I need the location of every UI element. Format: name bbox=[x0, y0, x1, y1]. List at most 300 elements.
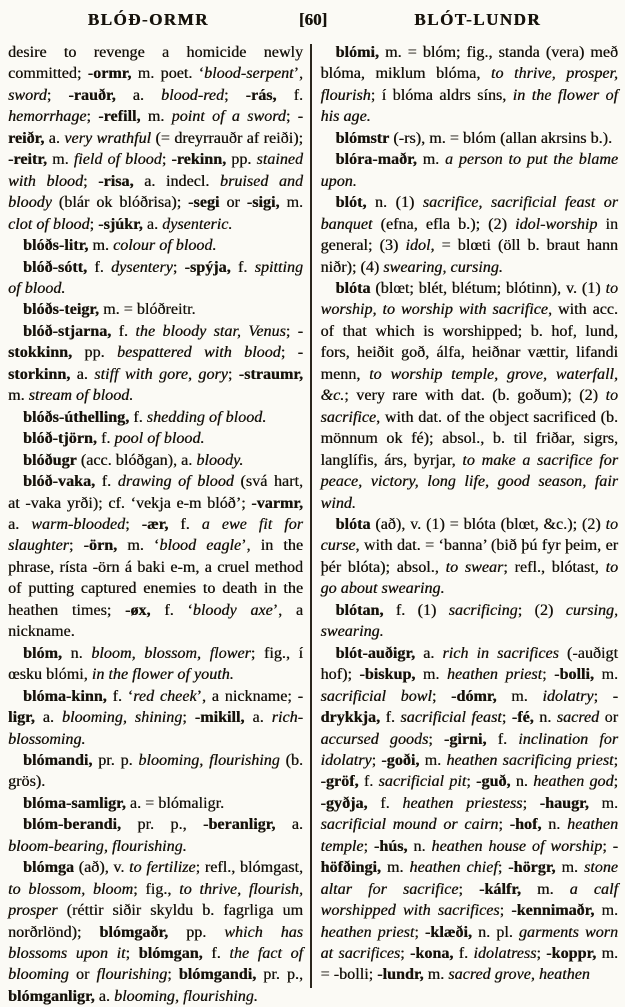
definition-text: sacrificial pit bbox=[378, 773, 467, 791]
definition-text: inclination for idolatry bbox=[320, 730, 619, 769]
definition-text: blood-serpent bbox=[204, 65, 294, 83]
plain-text: ; bbox=[522, 794, 540, 812]
definition-text: which has blossoms upon it bbox=[8, 923, 303, 963]
definition-text: pool of blood. bbox=[114, 430, 205, 448]
plain-text: or bbox=[68, 966, 97, 984]
headword: blóð-stjarna, bbox=[23, 322, 112, 340]
plain-text: ; í blóma aldrs síns, bbox=[370, 86, 513, 104]
plain-text: m. bbox=[419, 751, 447, 769]
headword: blóðs-teigr, bbox=[23, 301, 100, 319]
plain-text: ; bbox=[86, 108, 99, 126]
dictionary-entry bbox=[8, 471, 303, 643]
definition-text: bloom, blossom, flower bbox=[91, 644, 251, 662]
dictionary-entry bbox=[8, 643, 303, 686]
dictionary-entry bbox=[8, 814, 303, 857]
definition-text: to blossom, bloom bbox=[8, 880, 134, 898]
headword: blóma-samligr, bbox=[23, 794, 126, 812]
definition-text: heathen sacrificing priest bbox=[446, 751, 614, 769]
dictionary-entry bbox=[321, 149, 619, 192]
dictionary-entry bbox=[321, 42, 619, 128]
definition-text: to make a sacrifice for peace, victory, long life, good season, fair wind. bbox=[320, 451, 618, 512]
plain-text: m. bbox=[588, 794, 618, 812]
plain-text: (acc. blóðgan), a. bbox=[76, 451, 197, 469]
definition-text: stream of blood. bbox=[28, 387, 134, 405]
headword: -øx, bbox=[124, 601, 151, 619]
definition-text: to thrive, flourish, prosper bbox=[8, 880, 304, 920]
headword: -fé, bbox=[511, 709, 534, 727]
headword: -risa, bbox=[98, 172, 134, 190]
plain-text: ; fig., bbox=[133, 880, 180, 898]
definition-text: blood-red bbox=[161, 86, 224, 104]
dictionary-entry bbox=[8, 299, 303, 320]
definition-text: to thrive, prosper, flourish bbox=[320, 65, 618, 104]
plain-text: ; bbox=[414, 923, 425, 941]
definition-text: bespattered with blood bbox=[116, 344, 281, 362]
plain-text: a. = blómaligr. bbox=[125, 794, 225, 812]
dictionary-entry bbox=[321, 278, 619, 514]
definition-text: to sacrifice bbox=[320, 387, 618, 426]
plain-text: m. ‘ bbox=[117, 537, 160, 555]
headword: blót, bbox=[335, 194, 367, 212]
plain-text: (-rs), m. = blóm (allan akrsins b.). bbox=[389, 129, 613, 147]
plain-text: f. bbox=[380, 709, 401, 727]
plain-text: a. bbox=[70, 365, 95, 383]
headword: blómstr bbox=[335, 129, 390, 147]
definition-text: heathen priest bbox=[446, 666, 543, 684]
plain-text: ’, a nickname; bbox=[196, 687, 298, 705]
headword: blótan, bbox=[335, 601, 384, 619]
plain-text: a. bbox=[275, 816, 303, 834]
headword: -girni, bbox=[443, 730, 487, 748]
headword: -beranligr, bbox=[202, 816, 276, 834]
definition-text: sacrificing bbox=[448, 601, 518, 619]
definition-text: to worship, to worship with sacrifice bbox=[320, 279, 618, 319]
headword: -ligr, bbox=[8, 687, 303, 727]
dictionary-entry bbox=[8, 450, 303, 471]
definition-text: to curse bbox=[320, 515, 618, 555]
plain-text: (-auðigt hof); bbox=[320, 644, 618, 684]
plain-text: m. bbox=[88, 237, 113, 255]
plain-text: ; bbox=[501, 709, 512, 727]
definition-text: shedding of blood. bbox=[146, 408, 267, 426]
headword: blómganligr, bbox=[8, 987, 95, 1005]
headword: blóðs-litr, bbox=[23, 237, 89, 255]
plain-text: ; bbox=[172, 258, 185, 276]
headword: -stokkinn, bbox=[8, 322, 304, 362]
plain-text: a. bbox=[142, 215, 163, 233]
headword: -sjúkr, bbox=[98, 215, 143, 233]
text-columns bbox=[8, 42, 619, 1005]
definition-text: field of blood bbox=[73, 151, 162, 169]
plain-text: ; bbox=[371, 751, 382, 769]
plain-text: f. bbox=[367, 794, 403, 812]
column-divider bbox=[310, 44, 312, 988]
plain-text: ; (2) bbox=[517, 601, 566, 619]
plain-text: desire to revenge a homicide newly committed; bbox=[8, 44, 303, 83]
headword: -segi bbox=[188, 194, 220, 212]
headword: -biskup, bbox=[359, 666, 416, 684]
definition-text: drawing of blood bbox=[117, 473, 234, 491]
plain-text: f. bbox=[96, 430, 115, 448]
dictionary-entry bbox=[8, 750, 303, 793]
plain-text: (efna, efla b.); (2) bbox=[372, 215, 515, 233]
plain-text: (að), v. bbox=[73, 859, 130, 877]
headword: -kálfr, bbox=[478, 880, 521, 898]
definition-text: bloom-bearing, flourishing. bbox=[8, 837, 187, 855]
definition-text: colour of blood. bbox=[112, 237, 217, 255]
headword: -straumr, bbox=[238, 365, 303, 383]
headword: blómgaðr, bbox=[99, 923, 169, 941]
dictionary-entry bbox=[8, 857, 303, 1007]
headword: -gyðja, bbox=[320, 794, 368, 812]
definition-text: blooming, flourishing. bbox=[114, 987, 258, 1005]
plain-text: pr. p., bbox=[121, 816, 203, 834]
headword: -sigi, bbox=[246, 194, 280, 212]
headword: -refill, bbox=[98, 108, 141, 126]
headword: blóðugr bbox=[23, 451, 77, 469]
definition-text: dysentery bbox=[111, 258, 173, 276]
plain-text: ; bbox=[125, 515, 142, 533]
headword: -örn, bbox=[83, 537, 118, 555]
plain-text: (blár ok blóðrisa); bbox=[51, 194, 189, 212]
plain-text: n. bbox=[533, 709, 557, 727]
definition-text: hemorrhage bbox=[8, 108, 87, 126]
definition-text: warm-blooded bbox=[31, 515, 126, 533]
plain-text: a. bbox=[244, 709, 272, 727]
plain-text: a. bbox=[44, 129, 65, 147]
plain-text: pp. bbox=[226, 151, 257, 169]
definition-text: sword bbox=[8, 86, 47, 104]
headword: blót-auðigr, bbox=[335, 644, 416, 662]
plain-text: m. bbox=[593, 666, 619, 684]
headword: blóta bbox=[335, 515, 371, 533]
definition-text: idol-worship bbox=[514, 215, 598, 233]
plain-text: m. = -bolli; bbox=[320, 945, 619, 984]
plain-text: f. bbox=[486, 730, 519, 748]
plain-text: ’, in the phrase, rísta -örn á baki e-m, a cruel method of putting captured enemies to death in the heathen times; bbox=[8, 537, 303, 619]
headword: -rekinn, bbox=[171, 151, 227, 169]
plain-text: f. bbox=[453, 945, 474, 963]
plain-text: f. ‘ bbox=[150, 601, 193, 619]
definition-text: idolatress bbox=[473, 945, 537, 963]
plain-text: , with dat. = ‘banna’ (bið þú fyr þeim, er þér blóta); absol., bbox=[320, 537, 618, 576]
plain-text: f. bbox=[276, 86, 303, 104]
definition-text: idolatry bbox=[542, 687, 594, 705]
definition-text: bloody axe bbox=[192, 601, 273, 619]
plain-text: ; refl., blómgast, bbox=[195, 859, 304, 877]
dictionary-entry bbox=[321, 643, 619, 986]
headword: -goði, bbox=[381, 751, 420, 769]
headword: blóta bbox=[335, 279, 371, 297]
plain-text: a. bbox=[8, 515, 32, 533]
plain-text: n. bbox=[510, 773, 534, 791]
plain-text: m. bbox=[416, 151, 445, 169]
plain-text: ; bbox=[285, 322, 298, 340]
plain-text: m. poet. ‘ bbox=[131, 65, 205, 83]
plain-text: ; bbox=[431, 687, 452, 705]
headword: blóma-kinn, bbox=[23, 687, 107, 705]
headword: -mikill, bbox=[194, 709, 245, 727]
definition-text: idol, bbox=[405, 237, 435, 255]
plain-text: n. (1) bbox=[366, 194, 423, 212]
plain-text: m. bbox=[496, 687, 543, 705]
definition-text: blooming, flourishing bbox=[138, 751, 280, 769]
definition-text: bloody. bbox=[196, 451, 244, 469]
definition-text: in the flower of his age. bbox=[320, 86, 618, 126]
definition-text: flourishing bbox=[96, 966, 168, 984]
definition-text: stiff with gore, gory bbox=[94, 365, 228, 383]
definition-text: cursing, swearing. bbox=[320, 601, 618, 641]
headword: -gröf, bbox=[320, 773, 359, 791]
plain-text: (b. grös). bbox=[8, 751, 303, 791]
plain-text: m. bbox=[555, 859, 584, 877]
plain-text: m. bbox=[140, 108, 172, 126]
plain-text: f. bbox=[358, 773, 379, 791]
plain-text: ; bbox=[363, 837, 374, 855]
headword: -hof, bbox=[509, 816, 542, 834]
plain-text: f. bbox=[129, 408, 147, 426]
dictionary-entry bbox=[8, 42, 303, 235]
headword: -guð, bbox=[476, 773, 511, 791]
plain-text: ; bbox=[613, 773, 619, 791]
left-column bbox=[8, 42, 304, 1005]
definition-text: in the flower of youth. bbox=[91, 666, 234, 684]
plain-text: m. bbox=[594, 902, 619, 920]
plain-text: ; bbox=[458, 880, 479, 898]
definition-text: stone altar for sacrifice bbox=[320, 859, 618, 898]
plain-text: ; bbox=[613, 751, 618, 769]
plain-text: f. bbox=[87, 258, 111, 276]
plain-text: or bbox=[599, 709, 619, 727]
dictionary-entry bbox=[321, 514, 619, 600]
plain-text: m. bbox=[8, 387, 29, 405]
plain-text: ; bbox=[602, 837, 613, 855]
headword: -lundr, bbox=[377, 966, 424, 984]
headword: blóð-vaka, bbox=[23, 473, 96, 491]
definition-text: to fertilize bbox=[129, 859, 196, 877]
plain-text: (að), v. (1) = blóta (blœt, &c.); (2) bbox=[370, 515, 606, 533]
definition-text: dysenteric. bbox=[162, 215, 233, 233]
plain-text: ; bbox=[125, 945, 139, 963]
plain-text: , with dat. of the object sacrificed (b. mönnum ok fé); absol., b. til friðar, sigrs, langlífis, árs, byrjar, bbox=[320, 408, 618, 469]
header-right-keyword: BLÓT-LUNDR bbox=[414, 10, 542, 29]
plain-text: , with acc. of that which is worshipped; b. hof, lund, fors, heiðit goð, álfa, heiðnar vættir, lifandi menn, bbox=[320, 301, 618, 383]
plain-text: a. bbox=[34, 709, 62, 727]
headword: blóð-sótt, bbox=[23, 258, 88, 276]
definition-text: sacrifice, sacrificial feast or banquet bbox=[320, 194, 618, 233]
headword: -drykkja, bbox=[320, 687, 618, 727]
plain-text: m. bbox=[380, 859, 410, 877]
definition-text: to worship temple, grove, waterfall, &c. bbox=[320, 365, 618, 405]
plain-text: f. ‘ bbox=[106, 687, 134, 705]
plain-text: n. bbox=[541, 816, 568, 834]
plain-text: a. indecl. bbox=[133, 172, 220, 190]
plain-text: f. bbox=[111, 322, 136, 340]
definition-text: blood eagle bbox=[159, 537, 242, 555]
plain-text: ; bbox=[182, 709, 195, 727]
plain-text: ; bbox=[536, 945, 547, 963]
definition-text: spitting of blood. bbox=[8, 258, 304, 297]
plain-text: ; bbox=[593, 687, 613, 705]
definition-text: rich-blossoming. bbox=[8, 709, 303, 748]
plain-text: f. bbox=[95, 473, 118, 491]
headword: -ær, bbox=[141, 515, 169, 533]
plain-text: ; bbox=[497, 859, 509, 877]
headword: -reiðr, bbox=[8, 108, 304, 147]
headword: blóm-berandi, bbox=[23, 816, 121, 834]
plain-text: n. bbox=[407, 837, 432, 855]
dictionary-entry bbox=[8, 235, 303, 256]
definition-text: very wrathful bbox=[64, 129, 152, 147]
headword: -storkinn, bbox=[8, 344, 304, 383]
headword: blóra-maðr, bbox=[335, 151, 417, 169]
plain-text: ; bbox=[498, 816, 510, 834]
headword: -varmr, bbox=[251, 494, 303, 512]
plain-text: m. bbox=[47, 151, 74, 169]
headword: -reitr, bbox=[8, 151, 47, 169]
plain-text: m. bbox=[520, 880, 570, 898]
headword: -hörgr, bbox=[508, 859, 556, 877]
plain-text: ; bbox=[224, 86, 246, 104]
definition-text: rich in sacrifices bbox=[442, 644, 559, 662]
page-header bbox=[8, 10, 618, 30]
plain-text: (blœt; blét, blétum; blótinn), v. (1) bbox=[370, 279, 606, 297]
right-column bbox=[321, 42, 619, 994]
plain-text: pp. bbox=[72, 344, 117, 362]
plain-text: pr. p., bbox=[256, 966, 303, 984]
headword: -koppr, bbox=[546, 945, 597, 963]
plain-text: ; very rare with dat. (b. goðum); (2) bbox=[344, 387, 606, 405]
headword: blóð-tjörn, bbox=[23, 430, 97, 448]
definition-text: sacrificial bowl bbox=[320, 687, 432, 705]
definition-text: stained with blood bbox=[8, 151, 304, 190]
plain-text: f. bbox=[230, 258, 255, 276]
definition-text: sacrificial feast bbox=[400, 709, 502, 727]
headword: blómga bbox=[23, 859, 74, 877]
plain-text: pr. p. bbox=[92, 751, 139, 769]
plain-text: m. bbox=[279, 194, 303, 212]
headword: blómandi, bbox=[23, 751, 93, 769]
headword: -rás, bbox=[245, 86, 277, 104]
plain-text: (= dreyrrauðr af reiði); bbox=[151, 129, 303, 147]
headword: -dómr, bbox=[451, 687, 497, 705]
definition-text: the fact of blooming bbox=[8, 945, 304, 984]
dictionary-entry bbox=[8, 793, 303, 814]
definition-text: swearing, cursing. bbox=[383, 258, 503, 276]
plain-text: ; bbox=[428, 730, 444, 748]
plain-text: ; bbox=[499, 902, 512, 920]
plain-text: n. bbox=[61, 644, 92, 662]
headword: -rauðr, bbox=[68, 86, 116, 104]
headword: -haugr, bbox=[539, 794, 589, 812]
definition-text: the bloody star, Venus bbox=[135, 322, 286, 340]
headword: -ormr, bbox=[87, 65, 132, 83]
plain-text: pp. bbox=[168, 923, 225, 941]
dictionary-entry bbox=[8, 407, 303, 428]
definition-text: sacrificial mound or cairn bbox=[320, 816, 499, 834]
definition-text: blooming, shining bbox=[61, 709, 183, 727]
header-left-keyword: BLÓÐ-ORMR bbox=[87, 10, 209, 29]
plain-text: m. bbox=[415, 666, 447, 684]
dictionary-entry bbox=[8, 428, 303, 449]
headword: -spýja, bbox=[184, 258, 231, 276]
plain-text: (réttir siðir skyldu b. fagrliga um norðrlönd); bbox=[8, 902, 303, 941]
plain-text: (svá hart, at -vaka yrði); cf. ‘vekja e-m blóð’; bbox=[8, 473, 303, 512]
dictionary-entry bbox=[8, 686, 303, 750]
definition-text: heathen god bbox=[533, 773, 614, 791]
definition-text: heathen chief bbox=[409, 859, 498, 877]
definition-text: red cheek bbox=[133, 687, 197, 705]
plain-text: m. = blóðreitr. bbox=[99, 301, 196, 319]
plain-text: f. (1) bbox=[383, 601, 449, 619]
headword: -klæði, bbox=[424, 923, 472, 941]
plain-text: f. bbox=[168, 515, 202, 533]
definition-text: a calf worshipped with sacrifices bbox=[320, 880, 618, 920]
dictionary-entry bbox=[8, 321, 303, 407]
headword: -höfðingi, bbox=[320, 837, 619, 877]
definition-text: sacred bbox=[556, 709, 600, 727]
plain-text: a. bbox=[115, 86, 162, 104]
definition-text: heathen priestess bbox=[402, 794, 523, 812]
definition-text: garments worn at sacrifices bbox=[320, 923, 619, 963]
plain-text: ; bbox=[167, 966, 179, 984]
headword: blóm, bbox=[23, 644, 62, 662]
plain-text: ; bbox=[542, 666, 555, 684]
headword: blómi, bbox=[335, 44, 379, 61]
headword: -kennimaðr, bbox=[511, 902, 595, 920]
definition-text: a ewe fit for slaughter bbox=[8, 515, 303, 555]
definition-text: heathen temple bbox=[320, 816, 619, 855]
plain-text: ’, a nickname. bbox=[8, 601, 304, 641]
dictionary-entry bbox=[8, 257, 303, 300]
plain-text: ; bbox=[46, 86, 69, 104]
definition-text: clot of blood bbox=[8, 215, 90, 233]
definition-text: heathen priest bbox=[320, 923, 415, 941]
plain-text: a. bbox=[415, 644, 443, 662]
dictionary-entry bbox=[321, 600, 619, 643]
page-number: [60] bbox=[298, 10, 328, 29]
plain-text: in general; (3) bbox=[320, 215, 618, 255]
headword: -hús, bbox=[373, 837, 408, 855]
plain-text: m. bbox=[423, 966, 449, 984]
plain-text: ’, bbox=[293, 65, 303, 83]
definition-text: accursed goods bbox=[320, 730, 429, 748]
definition-text: sacred grove, heathen bbox=[448, 966, 590, 984]
plain-text: ; fig., í œsku blómi, bbox=[8, 644, 303, 684]
headword: blómgan, bbox=[138, 945, 203, 963]
definition-text: bruised and bloody bbox=[8, 172, 304, 212]
plain-text: or bbox=[219, 194, 247, 212]
definition-text: to swear bbox=[445, 558, 504, 576]
plain-text: f. bbox=[202, 945, 230, 963]
definition-text: to go about swearing. bbox=[320, 558, 619, 598]
definition-text: heathen house of worship bbox=[431, 837, 603, 855]
headword: blómgandi, bbox=[178, 966, 257, 984]
plain-text: ; bbox=[285, 108, 298, 126]
plain-text: ; bbox=[89, 215, 99, 233]
definition-text: point of a sword bbox=[171, 108, 286, 126]
dictionary-entry bbox=[321, 192, 619, 278]
plain-text: a. bbox=[94, 987, 115, 1005]
plain-text: ; bbox=[280, 344, 298, 362]
plain-text: ; bbox=[83, 172, 99, 190]
plain-text: ; bbox=[161, 151, 172, 169]
plain-text: ; refl., blótast, bbox=[503, 558, 606, 576]
plain-text: ; bbox=[68, 537, 84, 555]
plain-text: ; bbox=[466, 773, 477, 791]
plain-text: ; bbox=[227, 365, 239, 383]
definition-text: a person to put the blame upon. bbox=[320, 151, 618, 190]
